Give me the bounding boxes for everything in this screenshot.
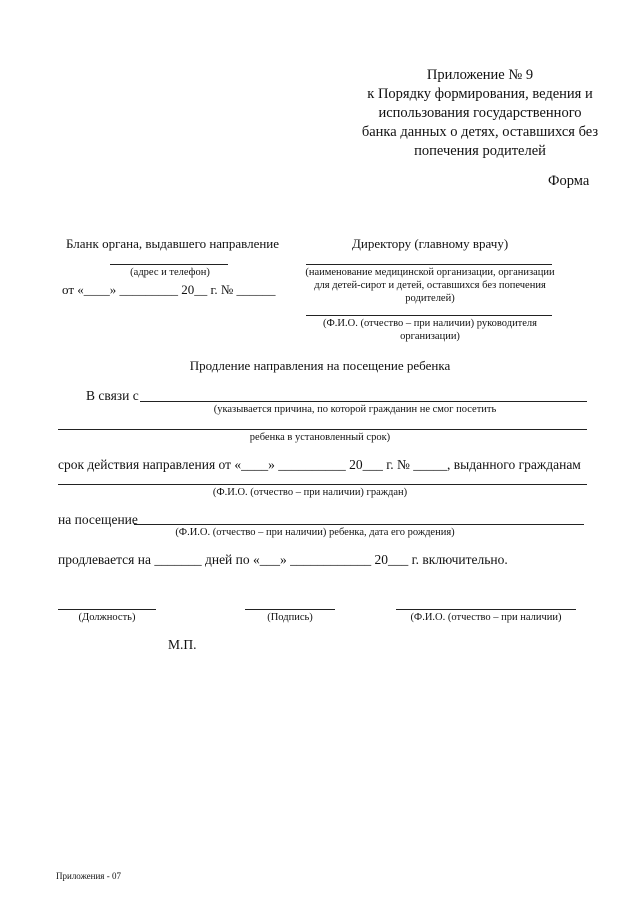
org-caption xyxy=(296,266,564,305)
addressee-title: Директору (главному врачу) xyxy=(352,236,509,251)
document-title: Продление направления на посещение ребенка xyxy=(189,358,451,373)
validity-text: срок действия направления от «____» __________ 20___ г. № _____, выданного гражданам xyxy=(58,457,581,472)
signature-caption: (Подпись) xyxy=(267,612,313,623)
issuer-blank-title: Бланк органа, выдавшего направление xyxy=(66,236,280,251)
appendix-line: использования государственного xyxy=(378,105,582,121)
signature-line xyxy=(245,609,335,610)
appendix-number: Приложение № 9 xyxy=(426,67,534,83)
org-name-line xyxy=(306,264,552,265)
reason-line-2 xyxy=(58,429,587,430)
page-footer: Приложения - 07 xyxy=(56,871,121,881)
director-fio-caption xyxy=(296,317,564,343)
position-line xyxy=(58,609,156,610)
org-caption-line: для детей-сирот и детей, оставшихся без попечения xyxy=(314,280,546,291)
appendix-line: к Порядку формирования, ведения и xyxy=(367,86,593,102)
child-line xyxy=(134,524,584,525)
appendix-line: попечения родителей xyxy=(414,143,546,159)
reason-lead: В связи с xyxy=(86,388,139,403)
citizens-line xyxy=(58,484,587,485)
org-caption-line: (наименование медицинской организации, организации xyxy=(305,267,555,278)
child-caption: (Ф.И.О. (отчество – при наличии) ребенка, дата его рождения) xyxy=(175,527,455,538)
reason-caption: (указывается причина, по которой гражданин не смог посетить xyxy=(213,404,497,415)
appendix-header xyxy=(330,66,630,161)
address-line xyxy=(110,264,228,265)
address-caption: (адрес и телефон) xyxy=(130,267,210,278)
org-caption-line: родителей) xyxy=(405,293,455,304)
form-label: Форма xyxy=(548,173,590,189)
visit-lead: на посещение xyxy=(58,512,138,527)
fio-caption-line: организации) xyxy=(400,331,460,342)
stamp-placeholder: М.П. xyxy=(168,637,197,652)
fio-caption-line: (Ф.И.О. (отчество – при наличии) руководителя xyxy=(322,318,538,329)
reason-caption-2: ребенка в установленный срок) xyxy=(249,432,391,443)
fio-caption: (Ф.И.О. (отчество – при наличии) xyxy=(410,612,562,623)
citizens-caption: (Ф.И.О. (отчество – при наличии) граждан) xyxy=(212,487,408,498)
issue-date-line: от «____» _________ 20__ г. № ______ xyxy=(62,282,276,297)
appendix-line: банка данных о детях, оставшихся без xyxy=(361,124,599,140)
reason-line xyxy=(140,401,587,402)
fio-line xyxy=(396,609,576,610)
extension-text: продлевается на _______ дней по «___» ____________ 20___ г. включительно. xyxy=(58,552,508,567)
director-fio-line xyxy=(306,315,552,316)
position-caption: (Должность) xyxy=(78,612,136,623)
